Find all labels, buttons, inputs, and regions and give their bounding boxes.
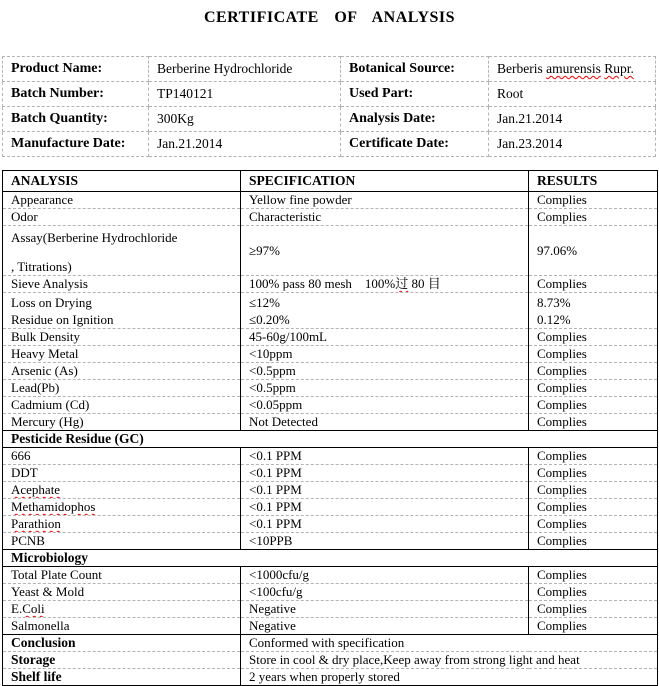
cell-results bbox=[529, 516, 658, 533]
cell-line: Storage bbox=[11, 652, 56, 667]
cell-results bbox=[529, 601, 658, 618]
cell-line: <0.5ppm bbox=[249, 380, 296, 395]
info-table bbox=[2, 56, 656, 157]
summary-value bbox=[241, 669, 658, 686]
cell-specification bbox=[241, 567, 529, 584]
analysis-row bbox=[3, 226, 658, 276]
cell-line: Analysis Date: bbox=[349, 111, 436, 126]
analysis-row bbox=[3, 618, 658, 635]
analysis-row bbox=[3, 465, 658, 482]
misspelled-word: Methamidophos bbox=[11, 499, 96, 514]
cell-results bbox=[529, 618, 658, 635]
page-title: CERTIFICATE OF ANALYSIS bbox=[203, 9, 456, 26]
cell-analysis bbox=[3, 567, 241, 584]
cell-line: <0.1 PPM bbox=[249, 482, 302, 497]
analysis-row bbox=[3, 516, 658, 533]
analysis-table-body bbox=[3, 192, 658, 686]
column-header-results: RESULTS bbox=[529, 171, 658, 192]
text-part: 80 目 bbox=[408, 276, 441, 291]
cell-line: Conformed with specification bbox=[249, 635, 405, 650]
cell-line: Complies bbox=[537, 499, 587, 514]
info-row bbox=[3, 107, 656, 132]
cell-line: Assay(Berberine Hydrochloride bbox=[11, 230, 178, 245]
cell-analysis bbox=[3, 293, 241, 329]
info-value bbox=[149, 107, 341, 132]
analysis-row bbox=[3, 380, 658, 397]
cell-line: Complies bbox=[537, 618, 587, 633]
cell-results bbox=[529, 209, 658, 226]
cell-specification bbox=[241, 516, 529, 533]
cell-line: Characteristic bbox=[249, 209, 322, 224]
cell-line: 0.12% bbox=[537, 312, 571, 327]
cell-line: 8.73% bbox=[537, 295, 571, 310]
cell-line: Salmonella bbox=[11, 618, 70, 633]
cell-line: Arsenic (As) bbox=[11, 363, 78, 378]
info-label bbox=[341, 57, 489, 82]
cell-analysis bbox=[3, 499, 241, 516]
cell-line: Negative bbox=[249, 601, 296, 616]
cell-line: Root bbox=[497, 86, 524, 101]
info-value bbox=[149, 82, 341, 107]
cell-line: Complies bbox=[537, 414, 587, 429]
cell-results bbox=[529, 192, 658, 209]
cell-line bbox=[249, 276, 526, 292]
cell-specification bbox=[241, 465, 529, 482]
analysis-row bbox=[3, 192, 658, 209]
analysis-row bbox=[3, 346, 658, 363]
cell-specification bbox=[241, 448, 529, 465]
cell-line: Berberine Hydrochloride bbox=[157, 61, 293, 76]
info-label bbox=[341, 82, 489, 107]
info-label bbox=[3, 132, 149, 157]
cell-line: <10PPB bbox=[249, 533, 293, 548]
analysis-row bbox=[3, 533, 658, 550]
info-label bbox=[3, 82, 149, 107]
analysis-row bbox=[3, 567, 658, 584]
cell-line: Pesticide Residue (GC) bbox=[11, 431, 144, 446]
cell-analysis bbox=[3, 482, 241, 499]
cell-specification bbox=[241, 414, 529, 431]
analysis-table bbox=[2, 170, 658, 686]
cell-line: Complies bbox=[537, 380, 587, 395]
cell-specification bbox=[241, 226, 529, 276]
cell-line bbox=[11, 499, 238, 515]
cell-line: Not Detected bbox=[249, 414, 318, 429]
info-value bbox=[489, 132, 656, 157]
misspelled-word: Rupr. bbox=[604, 61, 634, 76]
cell-specification bbox=[241, 601, 529, 618]
cell-line: Residue on Ignition bbox=[11, 312, 114, 327]
cell-results bbox=[529, 414, 658, 431]
summary-row bbox=[3, 669, 658, 686]
cell-line: Appearance bbox=[11, 192, 74, 207]
cell-line: Jan.21.2014 bbox=[157, 136, 223, 151]
cell-line: , Titrations) bbox=[11, 259, 72, 274]
summary-value bbox=[241, 635, 658, 652]
cell-results bbox=[529, 465, 658, 482]
cell-line: <1000cfu/g bbox=[249, 567, 310, 582]
cell-line: Store in cool & dry place,Keep away from strong light and heat bbox=[249, 652, 580, 667]
cell-results bbox=[529, 567, 658, 584]
cell-results bbox=[529, 329, 658, 346]
cell-results bbox=[529, 293, 658, 329]
cell-line: Complies bbox=[537, 329, 587, 344]
summary-row bbox=[3, 652, 658, 669]
analysis-row bbox=[3, 276, 658, 293]
cell-line: Complies bbox=[537, 346, 587, 361]
cell-line: Jan.21.2014 bbox=[497, 111, 563, 126]
cell-line: <0.1 PPM bbox=[249, 516, 302, 531]
misspelled-word: Parathion bbox=[11, 516, 61, 531]
cell-line: Product Name: bbox=[11, 61, 103, 76]
cell-line: Conclusion bbox=[11, 635, 76, 650]
cell-line bbox=[11, 482, 238, 498]
misspelled-word: Coli bbox=[22, 601, 45, 616]
cell-analysis bbox=[3, 618, 241, 635]
analysis-row bbox=[3, 293, 658, 329]
summary-label bbox=[3, 635, 241, 652]
summary-value bbox=[241, 652, 658, 669]
cell-line: 300Kg bbox=[157, 111, 194, 126]
cell-line: Lead(Pb) bbox=[11, 380, 60, 395]
cell-line: Yellow fine powder bbox=[249, 192, 352, 207]
cell-line: Complies bbox=[537, 448, 587, 463]
analysis-row bbox=[3, 414, 658, 431]
cell-line: <0.1 PPM bbox=[249, 499, 302, 514]
cell-analysis bbox=[3, 380, 241, 397]
cell-line: 97.06% bbox=[537, 242, 578, 258]
cell-line: <10ppm bbox=[249, 346, 293, 361]
cell-line: Jan.23.2014 bbox=[497, 136, 563, 151]
cell-specification bbox=[241, 293, 529, 329]
column-header-analysis: ANALYSIS bbox=[3, 171, 241, 192]
section-row bbox=[3, 431, 658, 448]
cell-analysis bbox=[3, 397, 241, 414]
cell-line: Negative bbox=[249, 618, 296, 633]
cell-line: Complies bbox=[537, 516, 587, 531]
cell-line: Complies bbox=[537, 567, 587, 582]
cell-results bbox=[529, 448, 658, 465]
cell-specification bbox=[241, 397, 529, 414]
cell-line: Cadmium (Cd) bbox=[11, 397, 90, 412]
analysis-row bbox=[3, 499, 658, 516]
cell-line bbox=[11, 601, 238, 617]
info-label bbox=[341, 107, 489, 132]
info-label bbox=[3, 107, 149, 132]
cell-results bbox=[529, 499, 658, 516]
analysis-row bbox=[3, 329, 658, 346]
cell-analysis bbox=[3, 414, 241, 431]
cell-analysis bbox=[3, 448, 241, 465]
cell-line: <0.1 PPM bbox=[249, 448, 302, 463]
analysis-row bbox=[3, 482, 658, 499]
cell-results bbox=[529, 346, 658, 363]
cell-line: Complies bbox=[537, 276, 587, 291]
info-row bbox=[3, 132, 656, 157]
cell-line: <0.1 PPM bbox=[249, 465, 302, 480]
cell-line: PCNB bbox=[11, 533, 45, 548]
analysis-row bbox=[3, 209, 658, 226]
cell-results bbox=[529, 226, 658, 276]
cell-line: Complies bbox=[537, 192, 587, 207]
info-row bbox=[3, 82, 656, 107]
section-row bbox=[3, 550, 658, 567]
cell-line: Complies bbox=[537, 584, 587, 599]
cell-analysis bbox=[3, 584, 241, 601]
cell-analysis bbox=[3, 209, 241, 226]
info-value bbox=[149, 132, 341, 157]
cell-line: Shelf life bbox=[11, 669, 62, 684]
info-value bbox=[489, 82, 656, 107]
cell-line: Bulk Density bbox=[11, 329, 80, 344]
cell-line: Complies bbox=[537, 482, 587, 497]
cell-specification bbox=[241, 329, 529, 346]
analysis-row bbox=[3, 448, 658, 465]
cell-specification bbox=[241, 533, 529, 550]
info-value bbox=[489, 107, 656, 132]
cell-line: <0.5ppm bbox=[249, 363, 296, 378]
cell-specification bbox=[241, 363, 529, 380]
cell-line: Mercury (Hg) bbox=[11, 414, 84, 429]
info-label bbox=[341, 132, 489, 157]
cell-line: ≥97% bbox=[249, 242, 280, 258]
misspelled-word: amurensis bbox=[546, 61, 601, 76]
cell-results bbox=[529, 584, 658, 601]
cell-line: Manufacture Date: bbox=[11, 136, 126, 151]
cell-specification bbox=[241, 346, 529, 363]
cell-line: <0.05ppm bbox=[249, 397, 303, 412]
cell-line bbox=[11, 516, 238, 532]
info-label bbox=[3, 57, 149, 82]
cell-line: 45-60g/100mL bbox=[249, 329, 327, 344]
cell-analysis bbox=[3, 346, 241, 363]
analysis-row bbox=[3, 584, 658, 601]
cell-line: Botanical Source: bbox=[349, 61, 455, 76]
cell-line: Loss on Drying bbox=[11, 295, 92, 310]
cell-line: Microbiology bbox=[11, 550, 88, 565]
cell-line: Batch Number: bbox=[11, 86, 104, 101]
info-value bbox=[489, 57, 656, 82]
cell-specification bbox=[241, 380, 529, 397]
cell-analysis bbox=[3, 226, 241, 276]
cell-analysis bbox=[3, 363, 241, 380]
analysis-header-row bbox=[3, 171, 658, 192]
cell-analysis bbox=[3, 276, 241, 293]
cell-line: Total Plate Count bbox=[11, 567, 102, 582]
cell-line: Certificate Date: bbox=[349, 136, 449, 151]
cell-results bbox=[529, 397, 658, 414]
cell-line: Complies bbox=[537, 533, 587, 548]
cell-results bbox=[529, 380, 658, 397]
cell-specification bbox=[241, 192, 529, 209]
section-title bbox=[3, 550, 658, 567]
cell-line: TP140121 bbox=[157, 86, 214, 101]
cell-specification bbox=[241, 499, 529, 516]
text-part: 100% pass 80 mesh 100% bbox=[249, 276, 396, 291]
cell-line: Used Part: bbox=[349, 86, 414, 101]
section-title bbox=[3, 431, 658, 448]
cell-analysis bbox=[3, 329, 241, 346]
cell-line: 2 years when properly stored bbox=[249, 669, 400, 684]
cell-line: ≤12% bbox=[249, 295, 280, 310]
analysis-row bbox=[3, 397, 658, 414]
cell-analysis bbox=[3, 192, 241, 209]
cell-specification bbox=[241, 209, 529, 226]
analysis-row bbox=[3, 601, 658, 618]
cell-line: Complies bbox=[537, 209, 587, 224]
summary-label bbox=[3, 669, 241, 686]
cell-analysis bbox=[3, 533, 241, 550]
cell-specification bbox=[241, 482, 529, 499]
cell-line bbox=[497, 61, 652, 77]
cell-analysis bbox=[3, 516, 241, 533]
cell-line: Odor bbox=[11, 209, 38, 224]
cell-specification bbox=[241, 618, 529, 635]
cell-results bbox=[529, 276, 658, 293]
analysis-row bbox=[3, 363, 658, 380]
column-header-specification: SPECIFICATION bbox=[241, 171, 529, 192]
cell-line: ≤0.20% bbox=[249, 312, 290, 327]
text-part: Berberis bbox=[497, 61, 547, 76]
text-part: E. bbox=[11, 601, 23, 616]
summary-row bbox=[3, 635, 658, 652]
cell-line: Complies bbox=[537, 601, 587, 616]
cell-line: DDT bbox=[11, 465, 38, 480]
cell-results bbox=[529, 482, 658, 499]
cell-results bbox=[529, 363, 658, 380]
summary-label bbox=[3, 652, 241, 669]
cell-line: Batch Quantity: bbox=[11, 111, 108, 126]
cell-specification bbox=[241, 276, 529, 293]
misspelled-word: Acephate bbox=[11, 482, 61, 497]
cell-line: Heavy Metal bbox=[11, 346, 79, 361]
info-table-body bbox=[3, 57, 656, 157]
cell-line: 666 bbox=[11, 448, 31, 463]
cell-line: <100cfu/g bbox=[249, 584, 303, 599]
cell-line: Complies bbox=[537, 363, 587, 378]
cell-line: Yeast & Mold bbox=[11, 584, 85, 599]
cell-specification bbox=[241, 584, 529, 601]
cell-analysis bbox=[3, 601, 241, 618]
cell-results bbox=[529, 533, 658, 550]
info-row bbox=[3, 57, 656, 82]
cell-line: Complies bbox=[537, 465, 587, 480]
misspelled-word: 过 bbox=[395, 276, 409, 291]
info-value bbox=[149, 57, 341, 82]
cell-line: Complies bbox=[537, 397, 587, 412]
cell-line: Sieve Analysis bbox=[11, 276, 88, 291]
cell-analysis bbox=[3, 465, 241, 482]
